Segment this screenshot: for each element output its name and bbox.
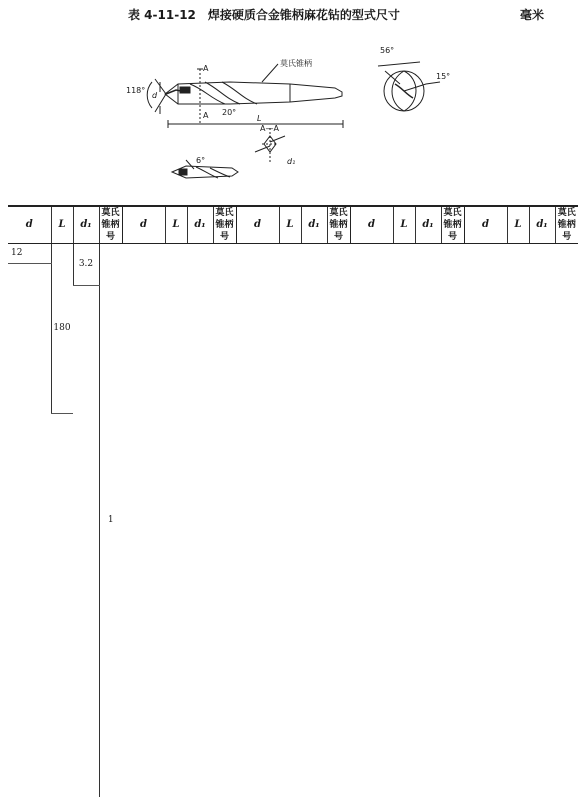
header-d1: d₁ xyxy=(73,206,99,244)
header-d: d xyxy=(122,206,165,244)
table-row xyxy=(8,733,578,754)
section-mark-bottom: A xyxy=(203,111,209,120)
table-row xyxy=(8,456,578,477)
header-L: L xyxy=(279,206,301,244)
drill-drawing xyxy=(0,24,579,204)
d1-label: d₁ xyxy=(287,157,296,166)
header-morse: 莫氏锥柄号 xyxy=(555,206,578,244)
header-L: L xyxy=(165,206,187,244)
header-d1: d₁ xyxy=(187,206,213,244)
cell-d: 12 xyxy=(8,244,51,264)
point-angle-label: 118° xyxy=(126,86,146,95)
header-d1: d₁ xyxy=(415,206,441,244)
cell-L: 180 xyxy=(51,244,73,413)
table-header-row xyxy=(8,206,578,244)
header-d: d xyxy=(8,206,51,244)
table-row xyxy=(8,711,578,732)
title-bar xyxy=(0,2,579,24)
angle-15-label: 15° xyxy=(436,72,451,81)
header-L: L xyxy=(393,206,415,244)
table-row xyxy=(8,626,578,647)
table-row xyxy=(8,775,578,797)
table-row xyxy=(8,584,578,605)
table-row xyxy=(8,498,578,519)
helix-angle-label: 20° xyxy=(222,108,237,117)
unit-label: 毫米 xyxy=(520,8,545,22)
table-row xyxy=(8,285,578,306)
drill-figure xyxy=(0,24,579,204)
diameter-label: d xyxy=(152,91,158,100)
table-row xyxy=(8,520,578,541)
header-morse: 莫氏锥柄号 xyxy=(441,206,464,244)
header-d: d xyxy=(464,206,507,244)
table-row xyxy=(8,690,578,711)
header-morse: 莫氏锥柄号 xyxy=(327,206,350,244)
cell-d1: 3.2 xyxy=(73,244,99,285)
header-morse: 莫氏锥柄号 xyxy=(99,206,122,244)
header-L: L xyxy=(507,206,529,244)
table-row xyxy=(8,477,578,498)
table-row xyxy=(8,648,578,669)
header-d1: d₁ xyxy=(529,206,555,244)
table-row xyxy=(8,562,578,583)
cell-morse: 1 xyxy=(99,244,122,797)
section-label: A—A xyxy=(260,124,279,133)
table-row xyxy=(8,370,578,391)
angle-56-label: 56° xyxy=(380,46,395,55)
table-row xyxy=(8,328,578,349)
table-row xyxy=(8,605,578,626)
drill-body-outline xyxy=(165,82,342,104)
header-d: d xyxy=(350,206,393,244)
header-d: d xyxy=(236,206,279,244)
table-row xyxy=(8,434,578,455)
table-row xyxy=(8,392,578,413)
table-row xyxy=(8,669,578,690)
shank-label: 莫氏锥柄 xyxy=(280,59,312,68)
dimension-table xyxy=(8,205,578,797)
section-mark-top: A xyxy=(203,64,209,73)
header-d1: d₁ xyxy=(301,206,327,244)
cut-angle-label: 6° xyxy=(196,156,206,165)
table-row xyxy=(8,754,578,775)
table-row xyxy=(8,244,578,264)
length-label: L xyxy=(257,114,262,123)
header-L: L xyxy=(51,206,73,244)
table-row xyxy=(8,413,578,434)
table-row xyxy=(8,307,578,328)
header-morse: 莫氏锥柄号 xyxy=(213,206,236,244)
table-row xyxy=(8,541,578,562)
table-body xyxy=(8,244,578,797)
table-row xyxy=(8,349,578,370)
table-title: 表 4-11-12 焊接硬质合金锥柄麻花钻的型式尺寸 xyxy=(128,8,400,22)
carbide-tip xyxy=(180,87,190,93)
